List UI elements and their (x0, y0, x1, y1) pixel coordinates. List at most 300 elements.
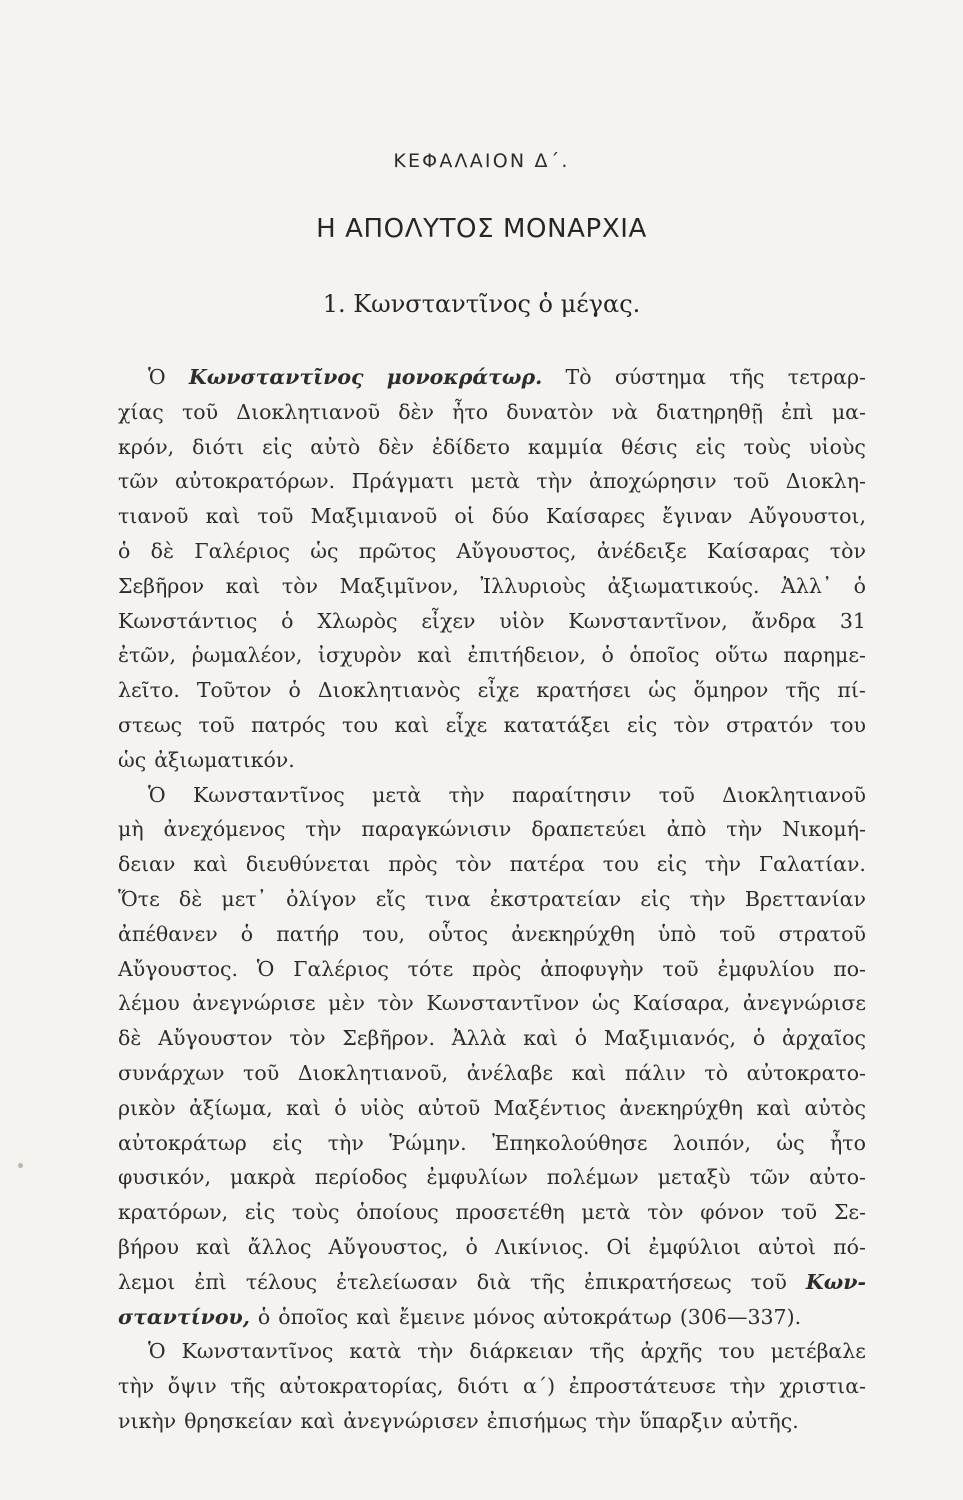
word: τῆς (230, 1374, 266, 1399)
word: Ὅτε (118, 886, 160, 911)
word: Καίσαρα, (632, 991, 731, 1016)
word: Καίσαρας (707, 538, 810, 563)
word: Γαλατίαν. (758, 852, 866, 877)
word: νικὴν (118, 1408, 177, 1433)
word: ἄλλος (247, 1234, 312, 1259)
word: Γαλέριος (194, 538, 290, 563)
word: ἀξίωμα, (189, 1095, 273, 1120)
word: πί- (837, 678, 866, 703)
word: ἀρχῆς (640, 1339, 703, 1364)
word: ὁ (574, 1026, 588, 1051)
text-line (118, 1230, 866, 1265)
word: ἐπὶ (194, 1269, 227, 1294)
word: εἰς (244, 1200, 276, 1225)
word: στρατοῦ (778, 921, 866, 946)
text-line (118, 743, 866, 778)
word: τότε (407, 956, 454, 981)
word: δραπετεύει (531, 817, 647, 842)
word: τῶν (118, 469, 159, 494)
word: λεμοι (118, 1269, 176, 1294)
word: μὲν (328, 991, 365, 1016)
word: Κωνσταντῖνος (192, 782, 345, 807)
emphasized-word: Κων- (805, 1269, 866, 1294)
word: Ἐπηκολούθησε (492, 1130, 648, 1155)
text-line (118, 604, 866, 639)
chapter-title: Η ΑΠΟΛΥΤΟΣ ΜΟΝΑΡΧΙΑ (316, 214, 647, 244)
word: ὁ (240, 921, 254, 946)
word: Κωνσταντῖνος (181, 1339, 334, 1364)
word: πο- (833, 956, 866, 981)
word: πολέμων (546, 1165, 639, 1190)
word: ἀνεγνώρισε (192, 991, 316, 1016)
word: ὁ (465, 1234, 478, 1259)
word: ἀνεγνώρισε (742, 991, 866, 1016)
word: ὡς (591, 991, 621, 1016)
word: Κωνσταντῖνον (426, 991, 580, 1016)
word: αὐτοκρατορίας, (279, 1374, 444, 1399)
word: Ἀλλ᾿ (781, 573, 833, 598)
word: αὐτοῦ (417, 1095, 481, 1120)
text-line (118, 395, 866, 430)
word: Διοκλητιανοῦ, (297, 1060, 449, 1085)
word: ἔγιναν (662, 504, 733, 529)
text-line (118, 1404, 866, 1439)
word: καὶ (523, 1026, 558, 1051)
word: συνάρχων (118, 1060, 225, 1085)
word: ἐδίδετο (431, 434, 510, 459)
word: τὴν (118, 1374, 155, 1399)
word: προσετέθη (455, 1200, 565, 1225)
word: Πράγματι (351, 469, 455, 494)
word: πατρός (251, 712, 326, 737)
word: δὲ (118, 1026, 142, 1051)
word: Αὔγουστος, (456, 538, 577, 563)
word: εἴς (375, 886, 406, 911)
word: τὴν (729, 1374, 766, 1399)
word: Σε- (833, 1200, 866, 1225)
word: Αὔγουστος, (328, 1234, 449, 1259)
word: υἱοὺς (809, 434, 866, 459)
word: ἀνεκηρύχθη (619, 1095, 743, 1120)
word: διάρκειαν (469, 1339, 574, 1364)
word: εἰς (640, 886, 671, 911)
word: παρημε- (783, 643, 866, 668)
word: τοῦ (662, 956, 699, 981)
word: τοῦ (733, 469, 770, 494)
word: διὰ (476, 1269, 511, 1294)
word: μεταξὺ (657, 1165, 731, 1190)
word: καὶ (196, 1234, 231, 1259)
word: ἀνεκηρύχθη (511, 921, 635, 946)
word: ὁ (288, 678, 301, 703)
word: τετραρ- (787, 365, 866, 389)
word: χίας (118, 399, 164, 424)
word: βήρου (118, 1234, 179, 1259)
word: υἱὸν (499, 608, 545, 633)
word: ἐτελείωσαν (336, 1269, 458, 1294)
text-line (118, 986, 866, 1021)
word: ἦτο (452, 399, 489, 424)
word: τὸν (673, 712, 710, 737)
word: Σεβῆρον. (342, 1026, 435, 1051)
word: καὶ (394, 712, 430, 737)
text-line (118, 1126, 866, 1161)
word: ὡς (118, 747, 147, 772)
word: καὶ (225, 573, 261, 598)
word: πατέρα (509, 852, 585, 877)
word: Σεβῆρον (118, 573, 205, 598)
word: πρῶτος (358, 538, 437, 563)
word: λεῖτο. (118, 678, 180, 703)
word: εἶχε (477, 678, 520, 703)
word: Μαξιμῖνον, (339, 573, 459, 598)
text-line (118, 534, 866, 569)
word: του (341, 712, 379, 737)
word: τοῦ (750, 1269, 787, 1294)
word: κρατόρων, (118, 1200, 229, 1225)
word: περίοδος (314, 1165, 408, 1190)
word: καὶ (356, 1304, 391, 1329)
word: ἄνδρα (751, 608, 817, 633)
text-line (118, 673, 866, 708)
word: ὁποῖος (278, 1304, 349, 1329)
word: τοῦ (658, 782, 695, 807)
word: ἀρχαῖος (781, 1026, 866, 1051)
text-line (118, 1056, 866, 1091)
word: κατατάξει (503, 712, 611, 737)
word: ὡς (310, 538, 339, 563)
word: εἰς (627, 712, 658, 737)
word: του, (362, 921, 406, 946)
word: ὡς (776, 1130, 805, 1155)
word: ὡς (648, 678, 677, 703)
word: ἐπικρατήσεως (584, 1269, 732, 1294)
word: ὁποίους (356, 1200, 439, 1225)
word: στρατόν (726, 712, 814, 737)
text-line (118, 499, 866, 534)
word: Ὁ (148, 782, 166, 807)
word: τοῦ (243, 1060, 280, 1085)
word: θρησκείαν (184, 1408, 293, 1433)
word: μετὰ (581, 1200, 631, 1225)
text-line (118, 847, 866, 882)
word: τινα (424, 886, 471, 911)
word: Ἀλλὰ (451, 1026, 507, 1051)
word: μετὰ (470, 469, 520, 494)
word: Αὔγουστοι, (749, 504, 866, 529)
word: παραγκώνισιν (361, 817, 512, 842)
text-line (118, 1160, 866, 1195)
word: σύστημα (614, 365, 707, 389)
word: ὑπὸ (657, 921, 697, 946)
word: ἀξιωματικόν. (154, 747, 295, 772)
word: εἶχε (445, 712, 488, 737)
word: ὁποῖος (629, 643, 700, 668)
word: τοῦ (181, 399, 219, 424)
word: δὲ (178, 886, 203, 911)
word: φόνον (700, 1200, 765, 1225)
word: τὸ (704, 1060, 729, 1085)
word: Ὁ (256, 956, 275, 981)
word: Τὸ (565, 365, 592, 389)
text-line (118, 1265, 866, 1300)
word: ἀνεγνώρισεν (343, 1408, 479, 1433)
text-line (118, 882, 866, 917)
word: τιανοῦ (118, 504, 189, 529)
word: τὴν (595, 1408, 632, 1433)
word: ἐπροστάτευσε (568, 1374, 716, 1399)
word: Αὔγουστον (158, 1026, 273, 1051)
emphasized-word: σταντίνου, (118, 1304, 250, 1329)
word: θέσις (621, 434, 678, 459)
word: ὄψιν (167, 1374, 217, 1399)
word: διατηρηθῇ (656, 399, 763, 424)
word: Λικίνιος. (494, 1234, 590, 1259)
word: τοὺς (291, 1200, 340, 1225)
text-line (118, 1334, 866, 1369)
word: μόνος (473, 1304, 535, 1329)
word: κατὰ (349, 1339, 402, 1364)
word: Διοκλη- (785, 469, 866, 494)
word: ὕπαρξιν (639, 1408, 723, 1433)
word: ρικὸν (118, 1095, 176, 1120)
word: ἔμεινε (398, 1304, 466, 1329)
word: νὰ (611, 399, 639, 424)
word: τὸν (647, 1200, 684, 1225)
word: τοὺς (743, 434, 792, 459)
text-line (118, 1300, 866, 1335)
text-line (118, 1021, 866, 1056)
word: ἐπὶ (781, 399, 814, 424)
word: ὁ (601, 643, 614, 668)
word: του (602, 852, 639, 877)
word: Βρεττανίαν (744, 886, 866, 911)
text-line (118, 708, 866, 743)
word: ἐκστρατείαν (489, 886, 622, 911)
word: Κωνστάντιος (118, 608, 258, 633)
word: δειαν (118, 852, 176, 877)
word: αὐτοκρατόρων. (175, 469, 336, 494)
text-line (118, 464, 866, 499)
word: τὴν (327, 1130, 364, 1155)
word: καὶ (417, 643, 452, 668)
word: Διοκλητιανὸς (317, 678, 461, 703)
word: καὶ (193, 852, 228, 877)
word: δὲν (398, 399, 434, 424)
word: τῆς (589, 1339, 625, 1364)
word: τὸν (289, 1026, 326, 1051)
word: λοιπόν, (672, 1130, 752, 1155)
word: παραίτησιν (511, 782, 632, 807)
word: τὸν (281, 573, 319, 598)
word: Καίσαρες (546, 504, 646, 529)
word: δὲν (378, 434, 414, 459)
word: ἐπισήμως (486, 1408, 588, 1433)
word: τῆς (785, 678, 821, 703)
word: τὴν (448, 782, 485, 807)
word: καὶ (205, 504, 241, 529)
word: ὁ (118, 538, 131, 563)
word: τὸν (455, 852, 492, 877)
emphasized-word: μονοκράτωρ. (386, 365, 543, 389)
word: ἀνέδειξε (596, 538, 687, 563)
word: ἀξιωματικούς. (607, 573, 760, 598)
text-line (118, 917, 866, 952)
word: τῆς (729, 365, 765, 389)
text-line (118, 778, 866, 813)
word: Τοῦτον (196, 678, 272, 703)
word: λέμου (118, 991, 180, 1016)
word: ὅμηρον (693, 678, 769, 703)
word: εἶχεν (421, 608, 476, 633)
word: ἐτῶν, (118, 643, 177, 668)
word: οὗτος (428, 921, 489, 946)
emphasized-word: Κωνσταντῖνος (188, 365, 364, 389)
word: εἰς (262, 434, 293, 459)
word: μα- (831, 399, 866, 424)
word: δὲ (150, 538, 175, 563)
word: ἀποχώρησιν (588, 469, 717, 494)
word: αὐτοκράτωρ (543, 1304, 672, 1329)
section-heading: 1. Κωνσταντῖνος ὁ μέγας. (322, 290, 641, 318)
text-line (118, 812, 866, 847)
word: τὸν (829, 538, 866, 563)
word: τῶν (749, 1165, 791, 1190)
word: α΄) (522, 1374, 556, 1399)
word: τὸν (377, 991, 414, 1016)
word: ἐμφυλίου (717, 956, 815, 981)
word: καὶ (300, 1408, 336, 1433)
text-line (118, 638, 866, 673)
word: οἱ (454, 504, 475, 529)
text-line (118, 1091, 866, 1126)
word: καὶ (286, 1095, 321, 1120)
chapter-heading: ΚΕΦΑΛΑΙΟΝ Δ΄. (393, 150, 570, 172)
word: Ὁ (148, 1339, 166, 1364)
word: ἦτο (829, 1130, 866, 1155)
word: ἐμφυλίων (426, 1165, 528, 1190)
word: τὴν (704, 852, 741, 877)
word: τὴν (417, 1339, 454, 1364)
word: στεως (118, 712, 183, 737)
word: εἰς (272, 1130, 303, 1155)
word: αὐτοὶ (758, 1234, 817, 1259)
word: τὴν (536, 469, 573, 494)
word: ῥωμαλέον, (191, 643, 303, 668)
word: πατήρ (276, 921, 340, 946)
word: ἐπιτήδειον, (467, 643, 586, 668)
word: διότι (192, 434, 245, 459)
word: Διοκλητιανοῦ (722, 782, 866, 807)
word: αὐτο- (809, 1165, 866, 1190)
word: αὐτῆς. (730, 1408, 799, 1433)
word: αὐτοκρατο- (746, 1060, 866, 1085)
word: μετ᾿ (221, 886, 267, 911)
word: ἀνέλαβε (466, 1060, 553, 1085)
word: ὁ (334, 1095, 347, 1120)
word: τέλους (245, 1269, 318, 1294)
text-line (118, 1369, 866, 1404)
word: κρόν, (118, 434, 175, 459)
word: τοῦ (781, 1200, 818, 1225)
word: Ῥώμην. (389, 1130, 467, 1155)
word: του (829, 712, 866, 737)
word: ἀνεχόμενος (163, 817, 286, 842)
word: μακρὰ (229, 1165, 296, 1190)
word: πάλιν (624, 1060, 686, 1085)
word: διευθύνεται (245, 852, 371, 877)
word: τὴν (305, 817, 342, 842)
word: Μαξέντιος (493, 1095, 606, 1120)
word: Μαξιμιανοῦ (310, 504, 438, 529)
word: εἰς (656, 852, 687, 877)
word: φυσικόν, (118, 1165, 211, 1190)
text-line (118, 430, 866, 465)
word: ἀπὸ (666, 817, 707, 842)
word: καὶ (571, 1060, 607, 1085)
text-line (118, 569, 866, 604)
word: Οἱ (606, 1234, 632, 1259)
paper-speck (18, 1163, 23, 1168)
word: αὐτὸ (310, 434, 361, 459)
word: τὴν (689, 886, 726, 911)
word: ὁ (853, 573, 866, 598)
word: καὶ (756, 1095, 792, 1120)
word: κρατήσει (536, 678, 632, 703)
word: ὁ (281, 608, 294, 633)
word: Ἰλλυριοὺς (480, 573, 586, 598)
word: διότι (457, 1374, 510, 1399)
word: ἀποφυγὴν (540, 956, 644, 981)
word: αὐτοκράτωρ (118, 1130, 247, 1155)
word: τοῦ (719, 921, 756, 946)
word: ὀλίγον (286, 886, 357, 911)
word: δύο (491, 504, 529, 529)
word: Αὔγουστος. (118, 956, 238, 981)
word: ὁ (752, 1026, 766, 1051)
word: ἰσχυρὸν (317, 643, 402, 668)
text-line (118, 952, 866, 987)
word: καμμία (527, 434, 604, 459)
word: Νικομή- (782, 817, 866, 842)
word: πρὸς (472, 956, 522, 981)
word: μὴ (118, 817, 144, 842)
word: τοῦ (257, 504, 294, 529)
text-line (118, 1195, 866, 1230)
word: δυνατὸν (506, 399, 594, 424)
word: μετὰ (372, 782, 422, 807)
word: ἐμφύλιοι (648, 1234, 741, 1259)
word: τοῦ (198, 712, 235, 737)
word: Μαξιμιανός, (603, 1026, 737, 1051)
body-text (118, 360, 866, 1439)
word: οὕτω (714, 643, 768, 668)
word: Διοκλητιανοῦ (236, 399, 381, 424)
word: 31 (839, 608, 866, 633)
word: Ὁ (148, 365, 166, 389)
word: του (718, 1339, 755, 1364)
word: ἀπέθανεν (118, 921, 218, 946)
word: Χλωρὸς (317, 608, 398, 633)
word: εἰς (695, 434, 726, 459)
word: υἱὸς (359, 1095, 405, 1120)
word: (306—337). (679, 1304, 802, 1329)
word: πό- (833, 1234, 866, 1259)
word: ὁ (257, 1304, 271, 1329)
word: χριστια- (779, 1374, 866, 1399)
word: τῆς (529, 1269, 566, 1294)
word: Κωνσταντῖνον, (568, 608, 728, 633)
